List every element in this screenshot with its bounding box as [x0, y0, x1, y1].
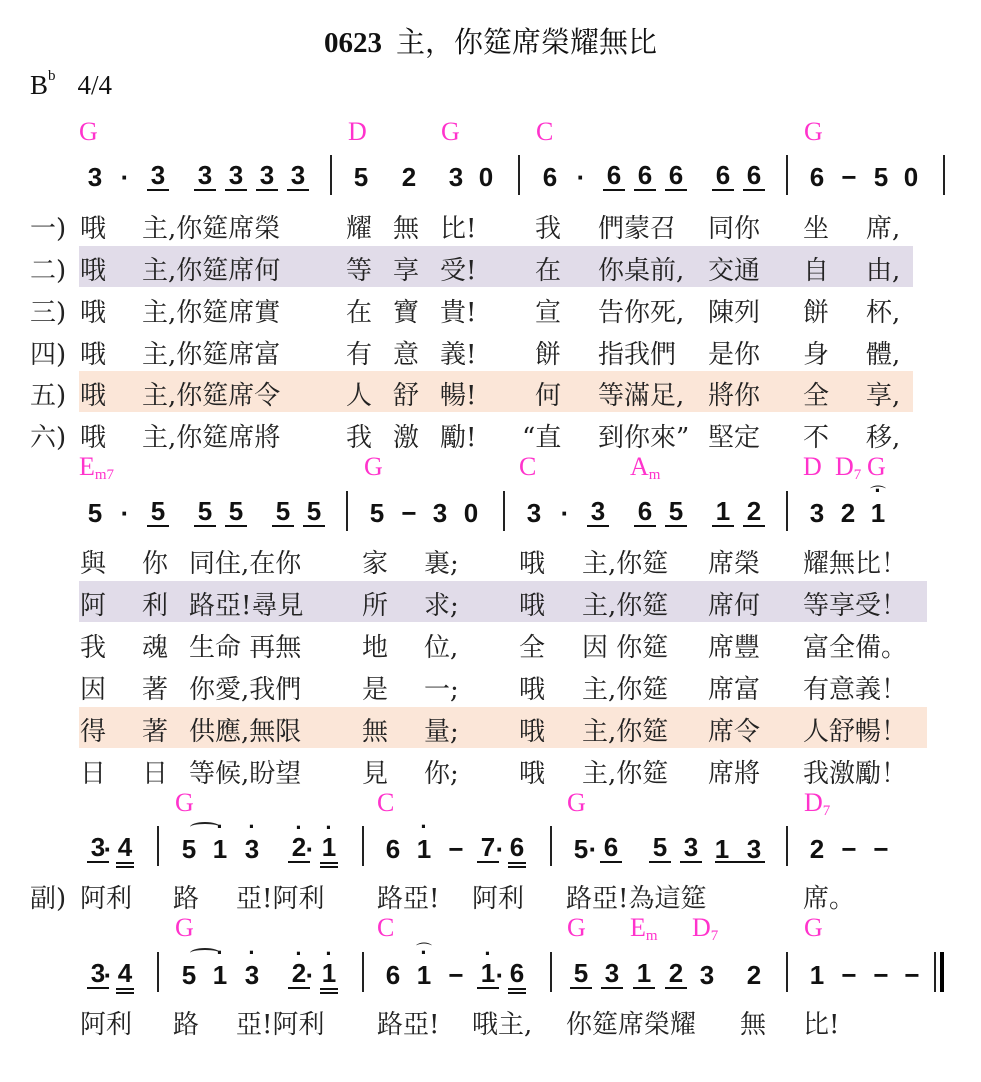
- lyric: 路亞!: [377, 1010, 440, 1040]
- barline: [518, 155, 520, 195]
- lyric: 日: [80, 759, 107, 789]
- lyric: 家: [362, 549, 389, 579]
- song-title: [0, 20, 981, 61]
- note: 6: [634, 498, 656, 527]
- lyric: 路亞!為這筵: [566, 884, 707, 914]
- barline: [786, 155, 788, 195]
- note: 5: [353, 162, 369, 192]
- lyric: 無: [362, 717, 389, 747]
- lyric: 享: [393, 256, 420, 286]
- fermata-icon: ⌒: [870, 484, 887, 503]
- note: 0: [463, 498, 479, 528]
- note: 6: [506, 834, 528, 861]
- dot: ·: [560, 498, 570, 528]
- lyric: 因: [80, 675, 107, 705]
- note: 3: [699, 960, 715, 990]
- lyric: 哦: [80, 214, 107, 244]
- lyric: 哦主,: [472, 1010, 533, 1040]
- note-high: · 1: [318, 960, 340, 987]
- note: 2: [746, 960, 762, 990]
- barline: [157, 826, 159, 866]
- lyric: 坐: [803, 214, 830, 244]
- chord: G: [364, 452, 383, 481]
- note-high: · 1: [867, 498, 889, 529]
- lyric: 你: [142, 549, 169, 579]
- lyric: 貴!: [440, 298, 477, 328]
- lyric: 身: [803, 340, 830, 370]
- lyric: 受!: [440, 256, 477, 286]
- lyric: 交通: [708, 256, 761, 286]
- note: 5: [369, 498, 385, 528]
- lyric: 哦: [80, 256, 107, 286]
- lyric: 自: [803, 256, 830, 286]
- note: 6: [712, 162, 734, 191]
- lyric: 我: [346, 423, 373, 453]
- lyric: 哦: [519, 759, 546, 789]
- lyric: 席富: [708, 675, 761, 705]
- lyric: 義!: [440, 340, 477, 370]
- dot: ·: [305, 960, 315, 990]
- barline: [503, 491, 505, 531]
- lyric: 日: [142, 759, 169, 789]
- lyric: 亞!阿利: [236, 1010, 325, 1040]
- dot: ·: [305, 834, 315, 864]
- lyric: 主,你筵席令: [142, 381, 281, 411]
- lyric: 主,你筵席榮: [142, 214, 281, 244]
- note: 5: [873, 162, 889, 192]
- note: 5: [649, 834, 671, 863]
- lyric: 阿: [80, 591, 107, 621]
- lyric: 宣: [535, 298, 562, 328]
- chord: $A_m$: [630, 452, 661, 483]
- lyric: 著: [142, 717, 169, 747]
- note: 6: [665, 162, 687, 191]
- lyric: 路: [173, 884, 200, 914]
- lyric: 哦: [519, 717, 546, 747]
- note: 6: [600, 834, 622, 863]
- note: 3: [225, 162, 247, 191]
- note: 5: [181, 960, 197, 990]
- dot: ·: [103, 960, 113, 990]
- lyric: 哦: [519, 675, 546, 705]
- lyric: 哦: [519, 549, 546, 579]
- lyric: 席榮: [708, 549, 761, 579]
- lyric: 阿利: [472, 884, 525, 914]
- chord: $D_7$: [804, 788, 831, 819]
- barline: [550, 826, 552, 866]
- note: 6: [743, 162, 765, 191]
- chorus-label: 副): [30, 884, 67, 914]
- barline: [362, 952, 364, 992]
- barline: [157, 952, 159, 992]
- barline: [943, 155, 945, 195]
- lyric: 主,你筵: [582, 717, 669, 747]
- lyric: 你筵席榮耀: [566, 1010, 697, 1040]
- note: 5: [303, 498, 325, 527]
- lyric: 比!: [440, 214, 477, 244]
- verse-label: 三): [30, 298, 67, 328]
- lyric: 主,你筵席何: [142, 256, 281, 286]
- lyric: 餅: [803, 298, 830, 328]
- lyric: 全: [519, 633, 546, 663]
- note-high: · 1: [413, 960, 435, 991]
- lyric: 主,你筵席實: [142, 298, 281, 328]
- lyric: 激: [393, 423, 420, 453]
- dash: −: [873, 960, 889, 990]
- note: 5: [225, 498, 247, 527]
- barline: [786, 952, 788, 992]
- note: 2: [809, 834, 825, 864]
- lyric: 有意義！: [803, 675, 908, 705]
- chord: G: [175, 788, 194, 817]
- dot: ·: [103, 834, 113, 864]
- hymn-title: 主，你筵席榮耀無比: [395, 25, 657, 59]
- note: 6: [542, 162, 558, 192]
- flat-sign: b: [48, 68, 56, 84]
- lyric: 在: [346, 298, 373, 328]
- lyric: 席令: [708, 717, 761, 747]
- lyric: 主,你筵: [582, 549, 669, 579]
- lyric: 你愛,我們: [189, 675, 302, 705]
- lyric: 等滿足,: [598, 381, 685, 411]
- chord: C: [377, 788, 395, 817]
- chord: G: [804, 117, 823, 146]
- note-high: · 1: [318, 834, 340, 861]
- lyric: 人舒暢！: [803, 717, 908, 747]
- note: 5: [147, 498, 169, 527]
- lyric: 裏;: [424, 549, 459, 579]
- final-barline-thick: [940, 952, 944, 992]
- lyric: 在: [535, 256, 562, 286]
- lyric: 哦: [80, 381, 107, 411]
- note-high: · 1: [209, 960, 231, 991]
- lyric: 哦: [80, 423, 107, 453]
- note: 3: [87, 162, 103, 192]
- note: 1: [633, 960, 655, 989]
- note: 3: [256, 162, 278, 191]
- lyric: 何: [535, 381, 562, 411]
- lyric: 同住,在你: [189, 549, 302, 579]
- lyric: 寶: [393, 298, 420, 328]
- chord: $E_{m7}$: [79, 452, 115, 483]
- lyric: 你;: [424, 759, 459, 789]
- lyric: 哦: [80, 340, 107, 370]
- dash: −: [904, 960, 920, 990]
- lyric: 人: [346, 381, 373, 411]
- note: 2: [840, 498, 856, 528]
- lyric: 有: [346, 340, 373, 370]
- lyric: 享,: [866, 381, 901, 411]
- chord: $D_7$: [835, 452, 862, 483]
- lyric: 生命 再無: [189, 633, 302, 663]
- lyric: 與: [80, 549, 107, 579]
- dot: ·: [588, 834, 598, 864]
- lyric: 路亞!尋見: [189, 591, 304, 621]
- note: 5: [665, 498, 687, 527]
- dot: ·: [495, 960, 505, 990]
- lyric: 位,: [424, 633, 459, 663]
- note: 3: [194, 162, 216, 191]
- lyric: 求;: [424, 591, 459, 621]
- chord: $D_7$: [692, 913, 719, 944]
- dash: −: [448, 834, 464, 864]
- dash: −: [841, 960, 857, 990]
- lyric: 移,: [866, 423, 901, 453]
- lyric: 將你: [708, 381, 761, 411]
- lyric: 哦: [519, 591, 546, 621]
- lyric: 路: [173, 1010, 200, 1040]
- chord: G: [79, 117, 98, 146]
- lyric: 堅定: [708, 423, 761, 453]
- lyric: 是你: [708, 340, 761, 370]
- note-high: · 2: [288, 960, 310, 989]
- chord: G: [567, 788, 586, 817]
- lyric: 暢!: [440, 381, 477, 411]
- lyric: 路亞!: [377, 884, 440, 914]
- lyric: 比!: [803, 1010, 840, 1040]
- lyric: 見: [362, 759, 389, 789]
- key-letter: B: [30, 70, 49, 100]
- lyric: 席。: [803, 884, 856, 914]
- note: 3: [87, 960, 109, 989]
- lyric: 到你來”: [598, 423, 690, 453]
- lyric: 所: [362, 591, 389, 621]
- dot: ·: [120, 498, 130, 528]
- dash: −: [873, 834, 889, 864]
- lyric: 富全備。: [803, 633, 908, 663]
- note-high: · 1: [413, 834, 435, 865]
- note: 4: [114, 834, 136, 861]
- note: 4: [114, 960, 136, 987]
- note: 3: [287, 162, 309, 191]
- note: 3: [746, 834, 762, 864]
- lyric: 耀無比！: [803, 549, 908, 579]
- lyric: 主,你筵席將: [142, 423, 281, 453]
- chord: C: [377, 913, 395, 942]
- note: 6: [809, 162, 825, 192]
- note-high: · 3: [241, 834, 263, 865]
- lyric: 主,你筵: [582, 675, 669, 705]
- lyric: 阿利: [80, 884, 133, 914]
- lyric: 得: [80, 717, 107, 747]
- note: 6: [603, 162, 625, 191]
- note: 3: [587, 498, 609, 527]
- lyric: 量;: [424, 717, 459, 747]
- lyric: 供應,無限: [189, 717, 302, 747]
- dot: ·: [495, 834, 505, 864]
- barline: [330, 155, 332, 195]
- lyric: 阿利: [80, 1010, 133, 1040]
- lyric: 主,你筵: [582, 759, 669, 789]
- note: 1: [809, 960, 825, 990]
- fermata-icon: ⌒: [416, 941, 433, 960]
- lyric: 不: [803, 423, 830, 453]
- note: 2: [743, 498, 765, 527]
- note-high: · 3: [241, 960, 263, 991]
- lyric: 利: [142, 591, 169, 621]
- lyric: 由,: [866, 256, 901, 286]
- lyric: 因 你筵: [582, 633, 669, 663]
- lyric: 席何: [708, 591, 761, 621]
- note: 0: [478, 162, 494, 192]
- note: 3: [147, 162, 169, 191]
- lyric: 魂: [142, 633, 169, 663]
- lyric: 陳列: [708, 298, 761, 328]
- note: 6: [385, 834, 401, 864]
- lyric: 無: [393, 214, 420, 244]
- key-signature: [30, 70, 112, 101]
- note: 3: [87, 834, 109, 863]
- chord: D: [803, 452, 822, 481]
- note: 5: [272, 498, 294, 527]
- lyric: 勵!: [440, 423, 477, 453]
- barline: [550, 952, 552, 992]
- time-signature: 4/4: [77, 70, 113, 100]
- note: 3: [809, 498, 825, 528]
- chord: G: [804, 913, 823, 942]
- lyric: 體,: [866, 340, 901, 370]
- note: 2: [401, 162, 417, 192]
- dash: −: [841, 834, 857, 864]
- lyric: 無: [740, 1010, 767, 1040]
- lyric: 等: [346, 256, 373, 286]
- note: 0: [903, 162, 919, 192]
- verse-label: 二): [30, 256, 67, 286]
- lyric: 耀: [346, 214, 373, 244]
- lyric: 我: [535, 214, 562, 244]
- verse-label: 四): [30, 340, 67, 370]
- lyric: “直: [522, 423, 562, 453]
- lyric: 舒: [393, 381, 420, 411]
- lyric: 我激勵！: [803, 759, 908, 789]
- note-high: · 1: [477, 960, 499, 989]
- note: 6: [506, 960, 528, 987]
- note: 5: [181, 834, 197, 864]
- note: 3: [432, 498, 448, 528]
- dash: −: [401, 498, 417, 528]
- chord: G: [441, 117, 460, 146]
- lyric: 全: [803, 381, 830, 411]
- note: 6: [634, 162, 656, 191]
- note: 3: [526, 498, 542, 528]
- hymn-number: 0623: [323, 27, 382, 59]
- note: 5: [573, 834, 589, 864]
- note-high: · 1: [209, 834, 231, 865]
- note: 2: [665, 960, 687, 989]
- lyric: 意: [393, 340, 420, 370]
- lyric: 主,你筵: [582, 591, 669, 621]
- note: 5: [194, 498, 216, 527]
- chord: D: [348, 117, 367, 146]
- lyric: 們蒙召: [598, 214, 677, 244]
- barline: [362, 826, 364, 866]
- lyric: 席豐: [708, 633, 761, 663]
- chord: G: [175, 913, 194, 942]
- lyric: 杯,: [866, 298, 901, 328]
- chord: $E_m$: [630, 913, 658, 944]
- lyric: 是: [362, 675, 389, 705]
- final-barline-thin: [934, 952, 936, 992]
- lyric: 你桌前,: [598, 256, 685, 286]
- lyric: 席,: [866, 214, 901, 244]
- lyric: 席將: [708, 759, 761, 789]
- verse-label: 六): [30, 423, 67, 453]
- lyric: 地: [362, 633, 389, 663]
- lyric: 我: [80, 633, 107, 663]
- note-high: · 2: [288, 834, 310, 863]
- dash: −: [841, 162, 857, 192]
- note: 5: [87, 498, 103, 528]
- lyric: 亞!阿利: [236, 884, 325, 914]
- lyric: 告你死,: [598, 298, 685, 328]
- lyric: 著: [142, 675, 169, 705]
- note: 5: [570, 960, 592, 989]
- lyric: 等享受！: [803, 591, 908, 621]
- note: 6: [385, 960, 401, 990]
- barline: [786, 826, 788, 866]
- lyric: 等候,盼望: [189, 759, 302, 789]
- lyric: 哦: [80, 298, 107, 328]
- dot: ·: [120, 162, 130, 192]
- note: 7: [477, 834, 499, 863]
- verse-label: 五): [30, 381, 67, 411]
- lyric: 指我們: [598, 340, 677, 370]
- lyric: 餅: [535, 340, 562, 370]
- note: 3: [601, 960, 623, 989]
- lyric: 主,你筵席富: [142, 340, 281, 370]
- dot: ·: [576, 162, 586, 192]
- lyric: 同你: [708, 214, 761, 244]
- verse-label: 一): [30, 214, 67, 244]
- note: 1: [714, 834, 730, 864]
- chord: G: [867, 452, 886, 481]
- chord: C: [536, 117, 554, 146]
- note: 1: [712, 498, 734, 527]
- chord: C: [519, 452, 537, 481]
- chord: G: [567, 913, 586, 942]
- note: 3: [680, 834, 702, 863]
- barline: [346, 491, 348, 531]
- dash: −: [448, 960, 464, 990]
- barline: [786, 491, 788, 531]
- note: 3: [448, 162, 464, 192]
- lyric: 一;: [424, 675, 459, 705]
